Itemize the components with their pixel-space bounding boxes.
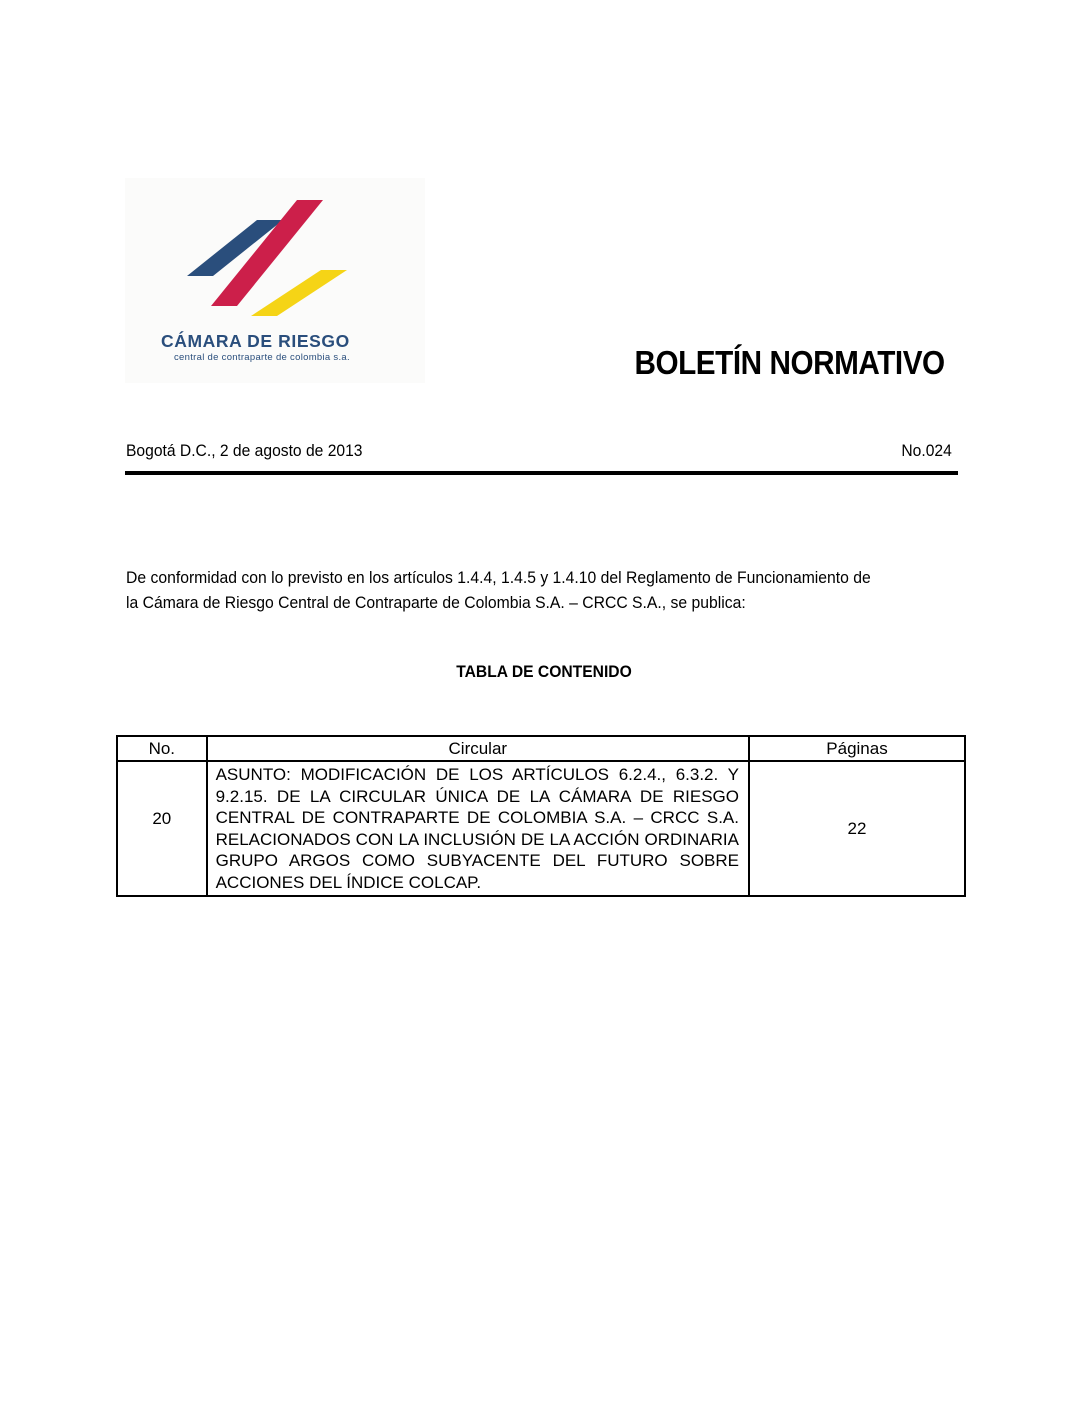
column-header-pages: Páginas	[749, 736, 965, 761]
bulletin-title: BOLETÍN NORMATIVO	[634, 344, 945, 381]
intro-line-2: la Cámara de Riesgo Central de Contraparte de Colombia S.A. – CRCC S.A., se publica:	[126, 593, 746, 612]
issue-number: No.024	[901, 441, 952, 460]
header-rule	[125, 471, 958, 475]
toc-header-row	[117, 736, 965, 761]
toc-title: TABLA DE CONTENIDO	[456, 662, 632, 681]
table-row	[117, 761, 965, 896]
logo-tagline: central de contraparte de colombia s.a.	[174, 352, 350, 363]
company-logo	[125, 178, 425, 383]
logo-company-name: CÁMARA DE RIESGO	[161, 331, 350, 351]
logo-stripes-graphic	[125, 178, 425, 328]
cell-pages: 22	[749, 761, 965, 896]
intro-paragraph	[126, 565, 959, 615]
column-header-circular: Circular	[207, 736, 749, 761]
intro-line-1: De conformidad con lo previsto en los artículos 1.4.4, 1.4.5 y 1.4.10 del Reglamento de Funcionamiento de	[126, 568, 871, 587]
logo-yellow-stripe	[251, 270, 347, 316]
cell-circular-subject: ASUNTO: MODIFICACIÓN DE LOS ARTÍCULOS 6.2.4., 6.3.2. Y 9.2.15. DE LA CIRCULAR ÚNICA DE LA CÁMARA DE RIESGO CENTRAL DE CONTRAPARTE DE COLOMBIA S.A. – CRCC S.A. RELACIONADOS CON LA INCLUSIÓN DE LA ACCIÓN ORDINARIA GRUPO ARGOS COMO SUBYACENTE DEL FUTURO SOBRE ACCIONES DEL ÍNDICE COLCAP.	[207, 761, 749, 896]
toc-table	[116, 735, 966, 897]
date-line: Bogotá D.C., 2 de agosto de 2013	[126, 441, 363, 460]
column-header-number: No.	[117, 736, 207, 761]
cell-number: 20	[117, 761, 207, 896]
